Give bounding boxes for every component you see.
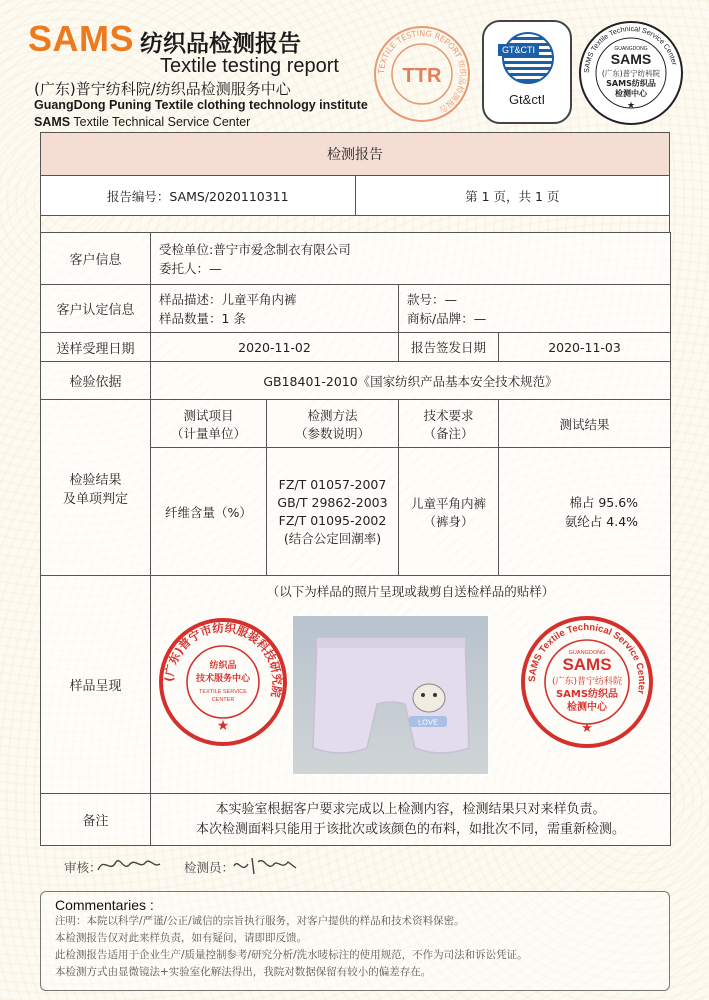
right-stamp-line2: SAMS纺织品 [555, 689, 619, 700]
reviewer-signature [94, 852, 164, 878]
institute-cn: (广东)普宁纺科院/纺织品检测服务中心 [34, 80, 291, 98]
ttr-seal-logo [372, 24, 472, 124]
col-method-line1: 检测方法 [307, 407, 358, 423]
left-stamp-ring-text: (广东)普宁市纺织服装科技研究院 [161, 620, 285, 699]
style-number: 款号：— [407, 291, 458, 307]
inspector-signature [230, 852, 300, 878]
remark-line1: 本实验室根据客户要求完成以上检测内容，检测结果只对来样负责。 [215, 801, 606, 817]
method-line1: FZ/T 01057-2007 [278, 476, 387, 492]
client-unit: 受检单位:普宁市爱念制衣有限公司 [159, 241, 351, 257]
center-en-brand: SAMS [34, 115, 71, 129]
table-gap [40, 216, 670, 232]
sams-logo-line3: 检测中心 [615, 89, 647, 98]
report-body-table [40, 232, 671, 846]
issue-date-label: 报告签发日期 [399, 333, 499, 362]
ttr-ring-text: TEXTILE TESTING REPORT 纺织品检测报告 [376, 28, 468, 115]
brand-line [28, 18, 398, 60]
comment-line: 本检测报告仅对此来样负责，如有疑问，请即即反馈。 [55, 932, 307, 944]
client-info-label: 客户信息 [41, 233, 151, 285]
page-indicator: 第 1 页，共 1 页 [355, 176, 670, 216]
right-red-stamp [519, 614, 655, 750]
right-stamp-ring-text: SAMS Textile Technical Service Center [526, 621, 648, 696]
left-red-stamp [157, 616, 289, 748]
basis-standard: GB18401-2010《国家纺织产品基本安全技术规范》 [151, 362, 671, 400]
sams-logo-line1: (广东)普宁纺科院 [601, 69, 661, 78]
sample-description: 样品描述：儿童平角内裤 [159, 291, 297, 307]
report-header [28, 18, 398, 129]
col-header-method [267, 400, 399, 448]
col-header-item [151, 400, 267, 448]
col-method-line2: （参数说明） [294, 425, 370, 441]
method-line3: FZ/T 01095-2002 [278, 512, 387, 528]
right-stamp-brand: SAMS [562, 655, 612, 674]
title-en: Textile testing report [160, 55, 339, 77]
left-stamp-line3: TEXTILE SERVICE [199, 689, 247, 695]
client-entrust: 委托人：— [159, 260, 222, 276]
right-stamp-line3: 检测中心 [567, 702, 607, 713]
left-stamp-star-icon: ★ [216, 718, 230, 734]
left-stamp-line2: 技术服务中心 [195, 674, 251, 684]
sams-logo-top: GUANGDONG [614, 46, 648, 52]
result-line2: 氨纶占 4.4% [564, 513, 639, 529]
left-stamp-line4: CENTER [211, 697, 235, 703]
reviewer-label: 审核： [64, 860, 102, 875]
receive-date: 2020-11-02 [151, 333, 399, 362]
col-item-line2: （计量单位） [170, 425, 246, 441]
right-stamp-line1: (广东)普宁纺科院 [551, 677, 623, 687]
result-label-line1: 检验结果 [69, 472, 122, 488]
commentaries-box [40, 891, 670, 991]
comment-line: 注明：本院以科学/严谨/公正/诚信的宗旨执行服务，对客户提供的样品和技术资料保密。 [55, 915, 465, 927]
test-item: 纤维含量（%） [151, 448, 267, 576]
col-header-result: 测试结果 [499, 400, 671, 448]
result-label [41, 400, 151, 576]
sample-info-cell [151, 285, 399, 333]
gtcti-logo [482, 20, 572, 124]
sams-logo-ring-text: SAMS Textile Technical Service Center [581, 23, 680, 74]
commentaries-title: Commentaries : [55, 897, 154, 913]
right-stamp-top: GUANGDONG [568, 650, 606, 656]
center-en [34, 115, 250, 129]
sams-logo-star-icon: ★ [626, 101, 636, 111]
result-line1: 棉占 95.6% [569, 494, 639, 510]
globe-icon [502, 32, 554, 84]
right-stamp-star-icon: ★ [581, 721, 593, 736]
sams-seal-logo [578, 20, 684, 126]
title-cn: 纺织品检测报告 [140, 31, 302, 57]
confirm-info-label: 客户认定信息 [41, 285, 151, 333]
remark-cell [151, 794, 671, 846]
remark-line2: 本次检测面料只能用于该批次或该颜色的布料，如批次不同，需重新检测。 [196, 821, 626, 837]
signature-row [64, 858, 464, 888]
sams-logo-brand: SAMS [610, 51, 652, 67]
report-number: 报告编号：SAMS/2020110311 [41, 176, 356, 216]
underwear-image [311, 630, 471, 764]
method-line2: GB/T 29862-2003 [277, 494, 388, 510]
svg-text:(广东)普宁市纺织服装科技研究院 [162, 621, 284, 699]
left-stamp-line1: 纺织品 [209, 661, 237, 671]
test-method [267, 448, 399, 576]
gtcti-tag: GT&CTI [498, 44, 539, 56]
remark-label: 备注 [41, 794, 151, 846]
issue-date: 2020-11-03 [499, 333, 671, 362]
test-requirement [399, 448, 499, 576]
test-result [499, 448, 671, 576]
basis-label: 检验依据 [41, 362, 151, 400]
report-title-table [40, 132, 670, 216]
comment-line: 本检测方式由显微镜法+实验室化解法得出，我院对数据保留有较小的偏差存在。 [55, 966, 432, 978]
center-en-rest: Textile Technical Service Center [70, 115, 251, 129]
gtcti-caption: Gt&ctI [508, 92, 546, 107]
ttr-text: TTR [402, 65, 442, 87]
report-table-container [40, 132, 670, 846]
req-line2: （裤身） [423, 513, 474, 529]
style-info-cell [399, 285, 671, 333]
inspector-label: 检测员： [184, 860, 235, 875]
sample-quantity: 样品数量：1 条 [159, 310, 246, 326]
result-label-line2: 及单项判定 [62, 491, 128, 507]
col-req-line2: （备注） [423, 425, 474, 441]
shorts-badge-text: LOVE [417, 717, 439, 727]
receive-date-label: 送样受理日期 [41, 333, 151, 362]
method-line4: (结合公定回潮率) [283, 530, 382, 546]
col-item-line1: 测试项目 [183, 407, 234, 423]
trademark: 商标/品牌：— [407, 310, 487, 326]
sample-photo [293, 616, 488, 774]
sample-note: （以下为样品的照片呈现或裁剪自送检样品的贴样） [266, 584, 555, 599]
sams-logo-line2: SAMS纺织品 [606, 79, 656, 88]
brand-logo-text: SAMS [28, 18, 135, 59]
report-title: 检测报告 [41, 133, 670, 176]
client-info-cell [151, 233, 671, 285]
institute-en: GuangDong Puning Textile clothing technology institute [34, 98, 368, 112]
col-header-requirement [399, 400, 499, 448]
col-req-line1: 技术要求 [423, 407, 474, 423]
sample-presentation-cell [151, 576, 671, 794]
sample-label: 样品呈现 [41, 576, 151, 794]
req-line1: 儿童平角内裤 [410, 495, 486, 511]
comment-line: 此检测报告适用于企业生产/质量控制参考/研究分析/洗水唛标注的使用规范，不作为司法和诉讼凭证。 [55, 949, 528, 961]
